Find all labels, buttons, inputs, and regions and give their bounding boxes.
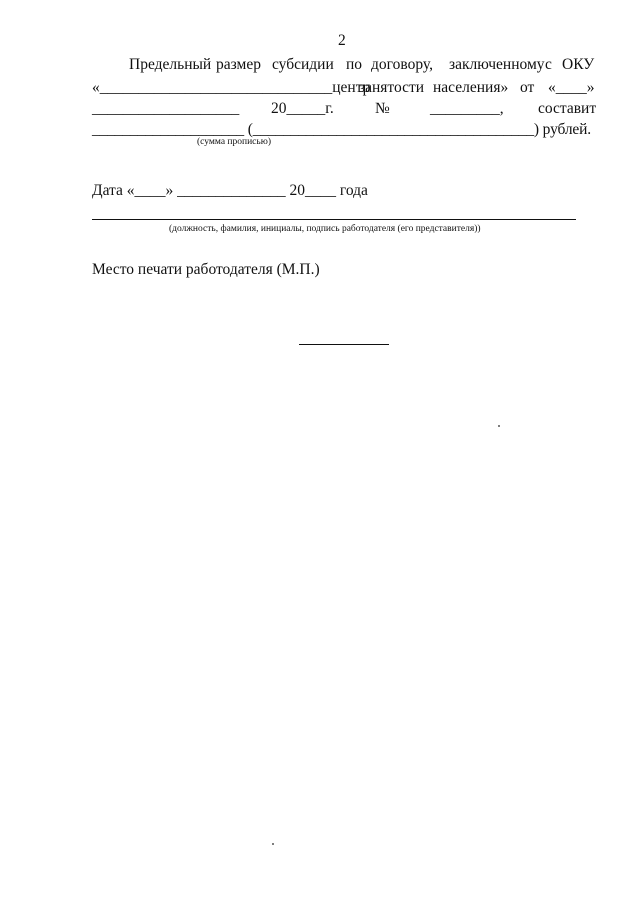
body-word: «______________________________центр	[92, 79, 371, 96]
body-word: от	[520, 79, 535, 96]
body-word: занятости	[359, 79, 425, 96]
body-line-amount: ____________________ (_____________________________________) рублей.	[92, 121, 591, 138]
body-word: заключенному	[449, 56, 545, 73]
stamp-line: Место печати работодателя (М.П.)	[92, 261, 320, 278]
body-word: «____»	[548, 79, 595, 96]
body-word: субсидии	[272, 56, 334, 73]
body-word: ОКУ	[562, 56, 595, 73]
body-word: составит	[538, 100, 597, 117]
scan-speck	[498, 425, 500, 427]
body-word: №	[375, 100, 390, 117]
signature-rule	[92, 219, 576, 220]
body-word: договору,	[371, 56, 433, 73]
body-word: _________,	[430, 100, 504, 117]
caption-sum-in-words: (сумма прописью)	[197, 137, 271, 147]
page-number: 2	[338, 32, 346, 49]
closing-rule	[299, 344, 389, 345]
body-word: 20_____г.	[271, 100, 334, 117]
date-line: Дата «____» ______________ 20____ года	[92, 182, 368, 199]
signature-caption: (должность, фамилия, инициалы, подпись работодателя (его представителя))	[169, 224, 481, 234]
scan-speck	[272, 843, 274, 845]
body-word: с	[545, 56, 552, 73]
body-word: по	[346, 56, 363, 73]
body-word: ___________________	[92, 100, 240, 117]
body-word: Предельный	[129, 56, 212, 73]
body-word: населения»	[433, 79, 509, 96]
body-word: размер	[216, 56, 261, 73]
